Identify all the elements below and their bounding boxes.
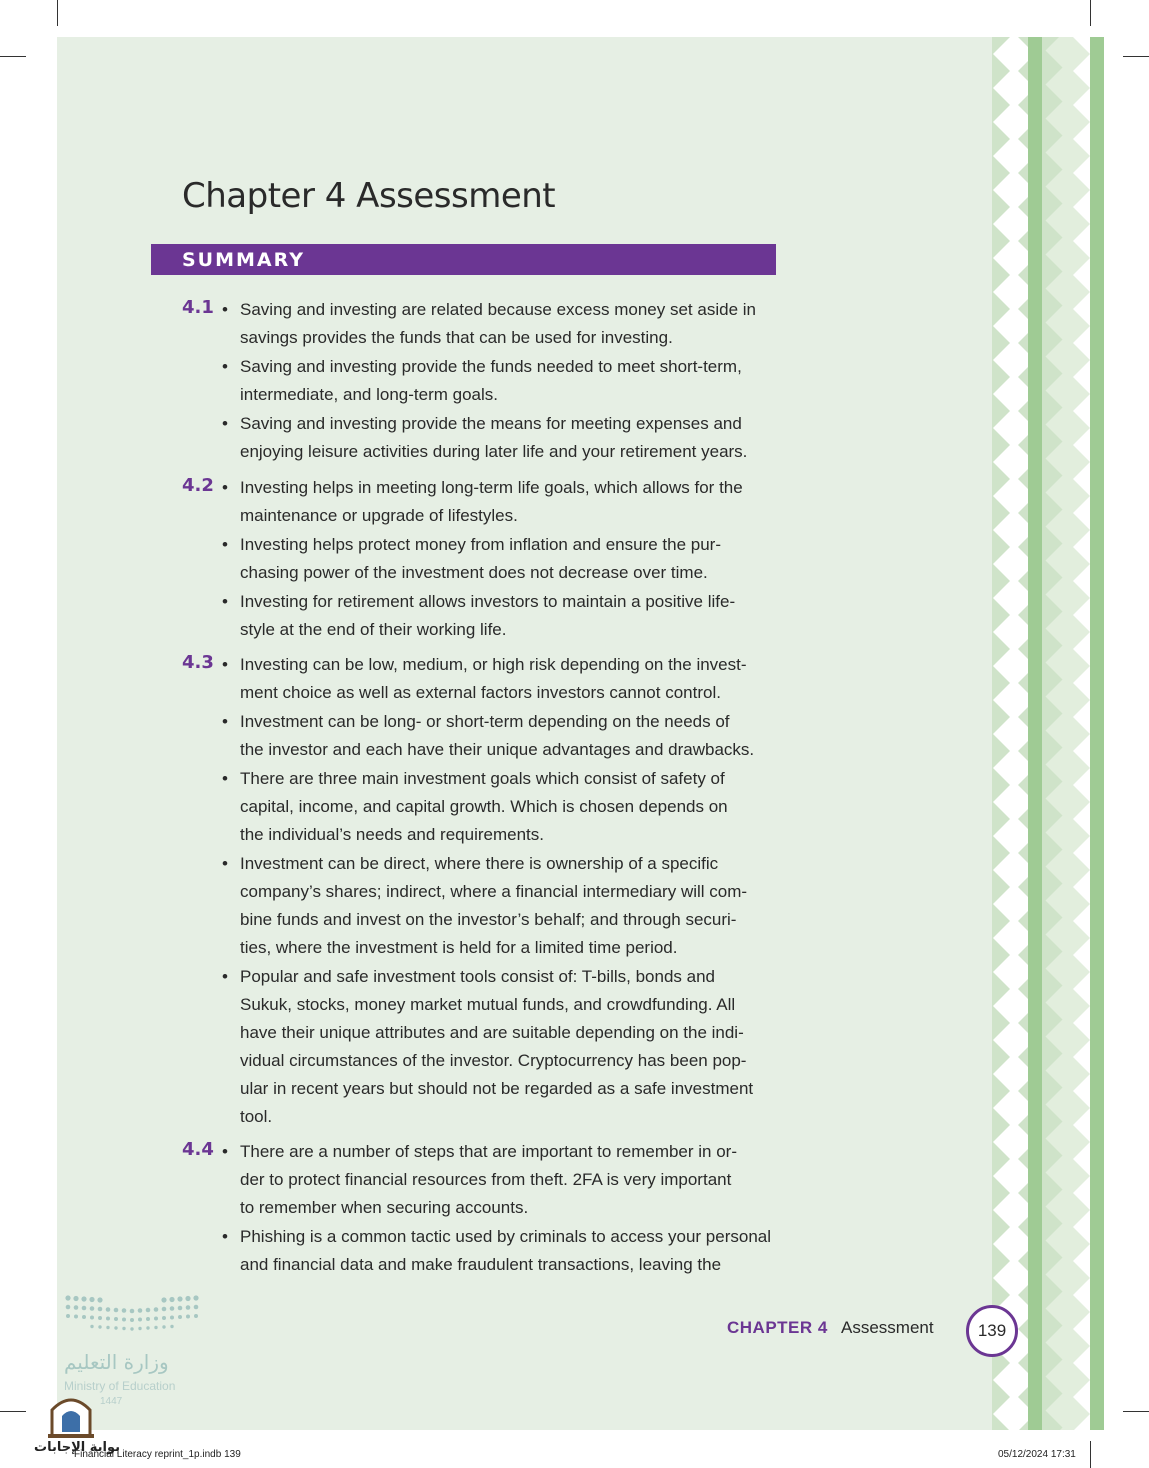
summary-text-line: Investment can be direct, where there is ownership of a specific xyxy=(240,854,719,873)
ministry-name-arabic: وزارة التعليم xyxy=(64,1350,169,1374)
logo-dot xyxy=(146,1308,151,1313)
logo-dot xyxy=(82,1315,86,1319)
logo-dot xyxy=(161,1297,166,1302)
logo-dot xyxy=(66,1305,71,1310)
summary-text-line: Phishing is a common tactic used by criminals to access your personal xyxy=(240,1227,772,1246)
summary-text-line: Investing helps protect money from inflation and ensure the pur- xyxy=(240,535,721,554)
crop-mark xyxy=(1123,56,1149,57)
logo-dot xyxy=(98,1325,101,1328)
summary-text-line: Investment can be long- or short-term depending on the needs of xyxy=(240,712,730,731)
logo-dot xyxy=(114,1317,118,1321)
summary-text-line: company’s shares; indirect, where a financial intermediary will com- xyxy=(240,882,748,901)
summary-header-bar xyxy=(151,244,776,275)
section-number: 4.1 xyxy=(182,297,214,318)
page-title: Chapter 4 Assessment xyxy=(182,176,556,216)
summary-text-line: savings provides the funds that can be used for investing. xyxy=(240,328,673,347)
section-number: 4.3 xyxy=(182,652,214,673)
logo-dot xyxy=(130,1309,135,1314)
summary-text-line: ular in recent years but should not be regarded as a safe investment xyxy=(240,1079,754,1098)
bullet-marker: • xyxy=(222,300,228,319)
summary-text-line: the individual’s needs and requirements. xyxy=(240,825,544,844)
logo-dot xyxy=(138,1308,143,1313)
bullet-marker: • xyxy=(222,1227,228,1246)
bullet-marker: • xyxy=(222,769,228,788)
logo-dot xyxy=(154,1326,157,1329)
crop-mark xyxy=(1123,1411,1149,1412)
summary-text-line: chasing power of the investment does not decrease over time. xyxy=(240,563,708,582)
crop-mark xyxy=(0,1411,26,1412)
bullet-marker: • xyxy=(222,478,228,497)
logo-dot xyxy=(178,1306,183,1311)
summary-text-line: Saving and investing are related because excess money set aside in xyxy=(240,300,756,319)
logo-dot xyxy=(73,1296,78,1301)
logo-dot xyxy=(90,1306,95,1311)
summary-label: SUMMARY xyxy=(182,249,305,271)
logo-dot xyxy=(106,1317,110,1321)
logo-dot xyxy=(122,1318,126,1322)
crop-mark xyxy=(0,56,26,57)
summary-text-line: to remember when securing accounts. xyxy=(240,1198,529,1217)
logo-dot xyxy=(74,1315,78,1319)
summary-text-line: There are a number of steps that are important to remember in or- xyxy=(240,1142,738,1161)
logo-dot xyxy=(89,1297,94,1302)
bullet-marker: • xyxy=(222,1142,228,1161)
logo-dot xyxy=(98,1307,103,1312)
logo-dot xyxy=(138,1318,142,1322)
summary-text-line: ment choice as well as external factors investors cannot control. xyxy=(240,683,721,702)
summary-text-line: enjoying leisure activities during later life and your retirement years. xyxy=(240,442,748,461)
logo-dot xyxy=(114,1326,117,1329)
logo-dot xyxy=(178,1315,182,1319)
logo-dot xyxy=(186,1315,190,1319)
bullet-marker: • xyxy=(222,854,228,873)
ministry-logo-icon xyxy=(64,1292,200,1338)
summary-text-line: maintenance or upgrade of lifestyles. xyxy=(240,506,518,525)
logo-dot xyxy=(90,1325,93,1328)
page-number-badge xyxy=(966,1305,1018,1357)
summary-text-line: capital, income, and capital growth. Which is chosen depends on xyxy=(240,797,728,816)
decorative-border xyxy=(992,37,1110,1430)
logo-dot xyxy=(106,1326,109,1329)
logo-dot xyxy=(170,1316,174,1320)
section-number: 4.4 xyxy=(182,1139,214,1160)
logo-dot xyxy=(122,1308,127,1313)
site-watermark-text: بوابة الإجابات xyxy=(34,1440,120,1455)
logo-dot xyxy=(146,1317,150,1321)
logo-dot xyxy=(154,1317,158,1321)
logo-dot xyxy=(130,1327,133,1330)
summary-text-line: der to protect financial resources from theft. 2FA is very important xyxy=(240,1170,732,1189)
logo-dot xyxy=(138,1327,141,1330)
logo-dot xyxy=(169,1297,174,1302)
footer-chapter-label: CHAPTER 4 xyxy=(727,1318,828,1337)
logo-dot xyxy=(90,1316,94,1320)
logo-dot xyxy=(81,1296,86,1301)
border-pattern-graphic xyxy=(992,37,1110,1430)
summary-text-line: Popular and safe investment tools consist of: T-bills, bonds and xyxy=(240,967,716,986)
bullet-marker: • xyxy=(222,967,228,986)
print-slug-datetime: 05/12/2024 17:31 xyxy=(998,1449,1076,1460)
bullet-marker: • xyxy=(222,592,228,611)
logo-dot xyxy=(162,1325,165,1328)
logo-dot xyxy=(194,1314,198,1318)
summary-text-line: style at the end of their working life. xyxy=(240,620,507,639)
summary-text-line: Sukuk, stocks, money market mutual funds, and crowdfunding. All xyxy=(240,995,736,1014)
footer-section-label: Assessment xyxy=(841,1318,934,1337)
logo-dot xyxy=(170,1325,173,1328)
logo-dot xyxy=(185,1296,190,1301)
ministry-name-english: Ministry of Education xyxy=(64,1379,176,1393)
crop-mark xyxy=(57,0,58,26)
bullet-marker: • xyxy=(222,414,228,433)
summary-text-line: Saving and investing provide the funds needed to meet short-term, xyxy=(240,357,742,376)
logo-dot xyxy=(170,1306,175,1311)
crop-mark xyxy=(1090,0,1091,26)
bullet-marker: • xyxy=(222,535,228,554)
bullet-marker: • xyxy=(222,357,228,376)
logo-dot xyxy=(98,1316,102,1320)
summary-text-line: bine funds and invest on the investor’s behalf; and through securi- xyxy=(240,910,737,929)
summary-text-line: have their unique attributes and are suitable depending on the indi- xyxy=(240,1023,744,1042)
logo-dot xyxy=(194,1305,199,1310)
summary-text-line: Investing helps in meeting long-term life goals, which allows for the xyxy=(240,478,743,497)
summary-text-line: and financial data and make fraudulent transactions, leaving the xyxy=(240,1255,722,1274)
logo-dot xyxy=(122,1327,125,1330)
bullet-marker: • xyxy=(222,655,228,674)
print-slug-file: Financial Literacy reprint_1p.indb 139 xyxy=(74,1449,241,1460)
logo-dot xyxy=(154,1307,159,1312)
logo-dot xyxy=(186,1305,191,1310)
logo-dot xyxy=(97,1297,102,1302)
logo-dot xyxy=(82,1306,87,1311)
summary-text-line: Investing can be low, medium, or high risk depending on the invest- xyxy=(240,655,747,674)
page-number: 139 xyxy=(977,1321,1007,1340)
logo-dot xyxy=(162,1316,166,1320)
summary-text-line: vidual circumstances of the investor. Cryptocurrency has been pop- xyxy=(240,1051,747,1070)
summary-text-line: intermediate, and long-term goals. xyxy=(240,385,498,404)
summary-text-line: ties, where the investment is held for a limited time period. xyxy=(240,938,678,957)
logo-dot xyxy=(162,1307,167,1312)
logo-dot xyxy=(66,1314,70,1318)
summary-text-line: the investor and each have their unique advantages and drawbacks. xyxy=(240,740,755,759)
logo-dot xyxy=(74,1305,79,1310)
summary-text-line: Investing for retirement allows investors to maintain a positive life- xyxy=(240,592,736,611)
logo-dot xyxy=(114,1308,119,1313)
summary-text-line: tool. xyxy=(240,1107,273,1126)
summary-text-line: There are three main investment goals which consist of safety of xyxy=(240,769,725,788)
logo-dot xyxy=(177,1296,182,1301)
logo-dot xyxy=(193,1295,198,1300)
section-number: 4.2 xyxy=(182,475,214,496)
logo-dot xyxy=(106,1307,111,1312)
logo-dot xyxy=(65,1295,70,1300)
bullet-marker: • xyxy=(222,712,228,731)
logo-dot xyxy=(130,1318,134,1322)
logo-dot xyxy=(146,1326,149,1329)
crop-mark xyxy=(1090,1441,1091,1468)
summary-text-line: Saving and investing provide the means for meeting expenses and xyxy=(240,414,742,433)
ministry-year: 1447 xyxy=(100,1396,123,1407)
